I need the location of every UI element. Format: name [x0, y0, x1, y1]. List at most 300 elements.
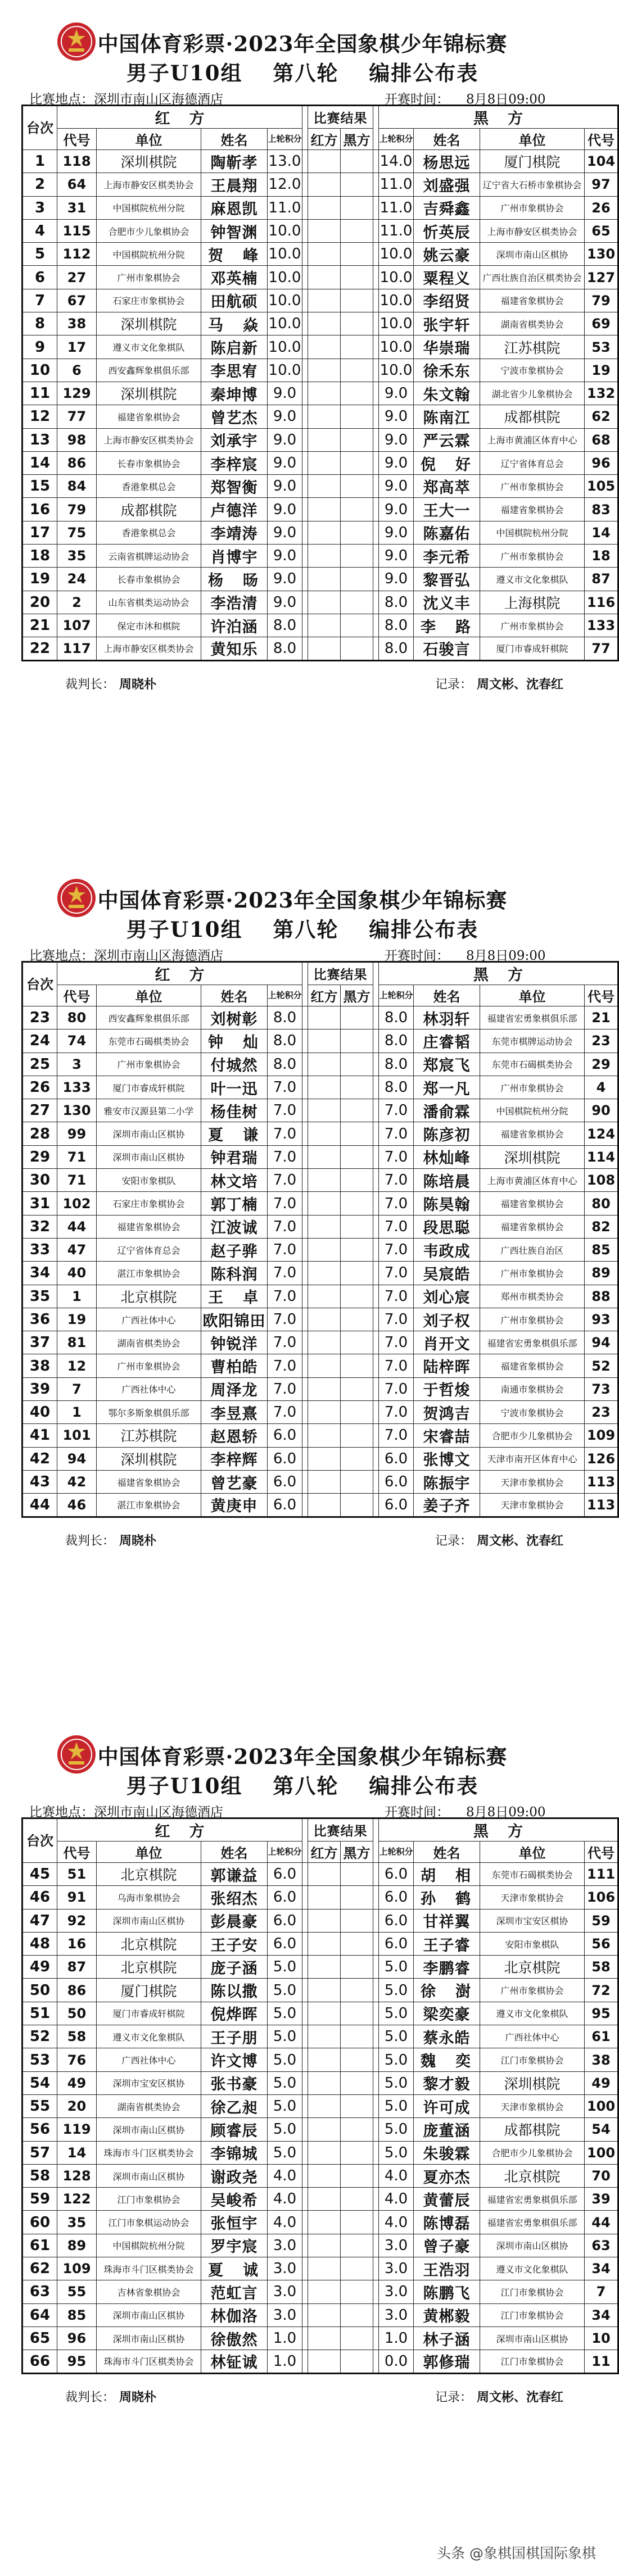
round-subtitle: 男子U10组 第八轮 编排公布表 [126, 61, 479, 85]
red-unit: 江门市象棋运动协会 [97, 2211, 201, 2234]
column-divider [302, 962, 308, 1006]
black-unit: 天津市象棋协会 [480, 2094, 585, 2117]
black-code: 83 [585, 498, 618, 521]
black-prev-points: 7.0 [379, 1169, 414, 1192]
column-divider [373, 1215, 379, 1238]
black-result [341, 2188, 373, 2211]
red-prev-points: 6.0 [268, 1886, 302, 1909]
round-number: 4 [22, 219, 57, 242]
black-code: 127 [585, 266, 618, 289]
meta-row [21, 89, 584, 105]
column-divider [302, 2071, 308, 2094]
red-code: 14 [57, 2141, 97, 2164]
red-prev-points: 5.0 [268, 2094, 302, 2117]
round-number: 21 [22, 614, 57, 637]
table-row [22, 545, 618, 568]
table-row [22, 1932, 618, 1955]
col-black-result: 黑方 [341, 1842, 373, 1863]
red-unit: 保定市沐和棋院 [97, 614, 201, 637]
red-code: 101 [57, 1424, 97, 1447]
black-unit: 福建省象棋协会 [480, 498, 585, 521]
round-number: 34 [22, 1262, 57, 1285]
black-code: 21 [585, 1006, 618, 1030]
black-player-name: 华崇瑞 [414, 335, 480, 359]
red-code: 94 [57, 1447, 97, 1470]
black-result [341, 219, 373, 242]
black-prev-points: 8.0 [379, 614, 414, 637]
black-result [341, 1030, 373, 1053]
column-divider [302, 1122, 308, 1145]
black-prev-points: 8.0 [379, 1053, 414, 1076]
black-unit: 福建省象棋协会 [480, 289, 585, 312]
column-divider [302, 1932, 308, 1955]
round-number: 9 [22, 335, 57, 359]
red-player-name: 郭谦益 [201, 1863, 268, 1886]
black-code: 130 [585, 243, 618, 266]
red-prev-points: 11.0 [268, 196, 302, 219]
red-player-name: 陈以撒 [201, 1979, 268, 2002]
red-unit: 湛江市象棋协会 [97, 1262, 201, 1285]
red-player-name: 张绍杰 [201, 1886, 268, 1909]
red-result [308, 1447, 341, 1470]
black-result [341, 475, 373, 498]
black-prev-points: 9.0 [379, 498, 414, 521]
red-unit: 香港象棋总会 [97, 521, 201, 544]
black-unit: 广州市象棋协会 [480, 614, 585, 637]
black-prev-points: 14.0 [379, 150, 414, 173]
red-player-name: 江波诚 [201, 1215, 268, 1238]
red-result [308, 2303, 341, 2326]
red-player-name: 赵子骅 [201, 1238, 268, 1261]
red-prev-points: 3.0 [268, 2234, 302, 2257]
red-unit: 北京棋院 [97, 1956, 201, 1979]
round-number: 31 [22, 1192, 57, 1215]
column-divider [373, 1053, 379, 1076]
black-player-name: 陈昊翰 [414, 1192, 480, 1215]
round-number: 32 [22, 1215, 57, 1238]
red-player-name: 欧阳锦田 [201, 1308, 268, 1331]
red-unit: 长春市象棋协会 [97, 451, 201, 474]
black-result [341, 2164, 373, 2187]
pairing-table [21, 1817, 619, 2374]
column-divider [302, 150, 308, 173]
pairing-sheet-3 [21, 1713, 616, 2417]
black-unit: 湖北省少儿象棋协会 [480, 382, 585, 405]
red-result [308, 243, 341, 266]
red-player-name: 王子安 [201, 1932, 268, 1955]
black-prev-points: 7.0 [379, 1308, 414, 1331]
table-row [22, 428, 618, 451]
black-unit: 东莞市石碣棋类协会 [480, 1053, 585, 1076]
black-code: 49 [585, 2071, 618, 2094]
black-unit: 北京棋院 [480, 2164, 585, 2187]
table-row [22, 591, 618, 614]
red-code: 47 [57, 1238, 97, 1261]
column-divider [373, 1886, 379, 1909]
black-unit: 广州市象棋协会 [480, 196, 585, 219]
black-player-name: 孙 鹤 [414, 1886, 480, 1909]
table-row [22, 335, 618, 359]
black-result [341, 498, 373, 521]
red-unit: 深圳市南山区棋协 [97, 1909, 201, 1932]
black-code: 95 [585, 2002, 618, 2025]
column-divider [373, 1192, 379, 1215]
black-result [341, 1424, 373, 1447]
red-player-name: 肖博宇 [201, 545, 268, 568]
red-player-name: 王晨翔 [201, 173, 268, 196]
table-row [22, 2118, 618, 2141]
black-unit: 成都棋院 [480, 2118, 585, 2141]
red-player-name: 杨佳树 [201, 1099, 268, 1122]
round-number: 40 [22, 1401, 57, 1424]
black-code: 104 [585, 150, 618, 173]
black-code: 82 [585, 1215, 618, 1238]
black-prev-points: 4.0 [379, 2188, 414, 2211]
red-result [308, 359, 341, 382]
column-divider [302, 2188, 308, 2211]
black-unit: 深圳市南山区棋协 [480, 2326, 585, 2350]
round-number: 42 [22, 1447, 57, 1470]
black-player-name: 忻英辰 [414, 219, 480, 242]
table-row [22, 1956, 618, 1979]
red-prev-points: 7.0 [268, 1192, 302, 1215]
black-code: 93 [585, 1308, 618, 1331]
col-red-prev-points: 上轮积分 [268, 985, 302, 1006]
table-row [22, 1030, 618, 1053]
red-prev-points: 4.0 [268, 2211, 302, 2234]
round-number: 11 [22, 382, 57, 405]
table-row [22, 2234, 618, 2257]
red-prev-points: 8.0 [268, 1053, 302, 1076]
red-unit: 中国棋院杭州分院 [97, 2234, 201, 2257]
black-code: 88 [585, 1285, 618, 1308]
black-prev-points: 7.0 [379, 1354, 414, 1377]
round-number: 10 [22, 359, 57, 382]
red-code: 115 [57, 219, 97, 242]
col-black-code: 代号 [585, 985, 618, 1006]
red-unit: 江苏棋院 [97, 1424, 201, 1447]
red-player-name: 钟君瑞 [201, 1145, 268, 1168]
black-prev-points: 7.0 [379, 1262, 414, 1285]
black-result [341, 428, 373, 451]
col-black-prev-points: 上轮积分 [379, 985, 414, 1006]
table-row [22, 2025, 618, 2048]
table-row [22, 1215, 618, 1238]
black-unit: 上海市黄浦区体育中心 [480, 1169, 585, 1192]
red-code: 58 [57, 2025, 97, 2048]
red-code: 133 [57, 1076, 97, 1099]
column-divider [373, 521, 379, 544]
pairing-rows [22, 1006, 618, 1517]
red-player-name: 彭晨豪 [201, 1909, 268, 1932]
red-unit: 上海市静安区棋类协会 [97, 637, 201, 660]
red-unit: 遵义市文化象棋队 [97, 335, 201, 359]
table-row [22, 2280, 618, 2303]
table-row [22, 1053, 618, 1076]
black-unit: 天津市南开区体育中心 [480, 1447, 585, 1470]
recorder: 记录： 周文彬、沈春红 [435, 1533, 563, 1548]
table-row [22, 2071, 618, 2094]
round-number: 39 [22, 1377, 57, 1400]
red-prev-points: 9.0 [268, 405, 302, 428]
black-code: 68 [585, 428, 618, 451]
red-prev-points: 5.0 [268, 1956, 302, 1979]
black-player-name: 段思聪 [414, 1215, 480, 1238]
col-round: 台次 [22, 1818, 57, 1863]
round-number: 29 [22, 1145, 57, 1168]
black-player-name: 夏亦杰 [414, 2164, 480, 2187]
red-code: 89 [57, 2234, 97, 2257]
table-row [22, 1470, 618, 1493]
column-divider [302, 1030, 308, 1053]
black-result [341, 1494, 373, 1517]
red-code: 117 [57, 637, 97, 660]
red-unit: 深圳市南山区棋协 [97, 1145, 201, 1168]
red-result [308, 1006, 341, 1030]
column-divider [373, 568, 379, 591]
red-result [308, 2071, 341, 2094]
column-divider [373, 312, 379, 335]
start-time-value: 8月8日09:00 [466, 92, 546, 107]
red-player-name: 钟 灿 [201, 1030, 268, 1053]
red-code: 118 [57, 150, 97, 173]
red-result [308, 1886, 341, 1909]
red-code: 75 [57, 521, 97, 544]
table-row [22, 2326, 618, 2350]
red-unit: 湖南省棋类协会 [97, 2094, 201, 2117]
column-divider [302, 1886, 308, 1909]
red-code: 71 [57, 1169, 97, 1192]
red-unit: 鄂尔多斯象棋俱乐部 [97, 1401, 201, 1424]
black-player-name: 陈培晨 [414, 1169, 480, 1192]
round-subtitle: 男子U10组 第八轮 编排公布表 [126, 917, 479, 942]
column-divider [302, 335, 308, 359]
red-unit: 云南省棋牌运动协会 [97, 545, 201, 568]
black-code: 44 [585, 2211, 618, 2234]
red-result [308, 1377, 341, 1400]
column-divider [302, 568, 308, 591]
red-result [308, 1401, 341, 1424]
black-unit: 安阳市象棋队 [480, 1932, 585, 1955]
col-red-prev-points: 上轮积分 [268, 1842, 302, 1863]
tournament-title: 中国体育彩票·2023年全国象棋少年锦标赛 [97, 31, 508, 56]
black-unit: 福建省象棋协会 [480, 1192, 585, 1215]
table-row [22, 1238, 618, 1261]
black-result [341, 150, 373, 173]
tournament-title: 中国体育彩票·2023年全国象棋少年锦标赛 [97, 1744, 508, 1769]
black-prev-points: 4.0 [379, 2164, 414, 2187]
black-result [341, 568, 373, 591]
black-code: 23 [585, 1401, 618, 1424]
column-divider [302, 289, 308, 312]
red-result [308, 1122, 341, 1145]
black-code: 133 [585, 614, 618, 637]
round-number: 50 [22, 1979, 57, 2002]
black-code: 14 [585, 521, 618, 544]
red-prev-points: 7.0 [268, 1377, 302, 1400]
black-code: 132 [585, 382, 618, 405]
black-result [341, 1238, 373, 1261]
column-divider [373, 2118, 379, 2141]
black-result [341, 2141, 373, 2164]
black-result [341, 1354, 373, 1377]
red-result [308, 568, 341, 591]
round-number: 45 [22, 1863, 57, 1886]
table-row [22, 150, 618, 173]
table-row [22, 1979, 618, 2002]
round-number: 18 [22, 545, 57, 568]
red-unit: 江门市象棋协会 [97, 2188, 201, 2211]
red-code: 27 [57, 266, 97, 289]
col-red-side: 红方 [57, 1818, 302, 1842]
red-player-name: 黄知乐 [201, 637, 268, 660]
black-unit: 宁波市象棋协会 [480, 359, 585, 382]
start-time-label: 开赛时间： [385, 949, 449, 963]
column-divider [373, 962, 379, 1006]
round-number: 30 [22, 1169, 57, 1192]
col-result: 比赛结果 [308, 1818, 373, 1842]
black-player-name: 肖开文 [414, 1331, 480, 1354]
column-divider [373, 1262, 379, 1285]
table-row [22, 498, 618, 521]
black-player-name: 黄蕾辰 [414, 2188, 480, 2211]
black-player-name: 黎晋弘 [414, 568, 480, 591]
red-player-name: 倪烨晖 [201, 2002, 268, 2025]
red-prev-points: 10.0 [268, 219, 302, 242]
black-prev-points: 9.0 [379, 405, 414, 428]
black-code: 61 [585, 2025, 618, 2048]
black-player-name: 刘子权 [414, 1308, 480, 1331]
col-red-name: 姓名 [201, 129, 268, 150]
black-code: 96 [585, 451, 618, 474]
table-row [22, 2257, 618, 2280]
column-divider [302, 1192, 308, 1215]
table-row [22, 2303, 618, 2326]
column-divider [302, 405, 308, 428]
column-divider [373, 1956, 379, 1979]
red-code: 85 [57, 2303, 97, 2326]
red-prev-points: 7.0 [268, 1169, 302, 1192]
black-prev-points: 7.0 [379, 1377, 414, 1400]
column-divider [302, 2257, 308, 2280]
black-result [341, 1956, 373, 1979]
black-code: 94 [585, 1331, 618, 1354]
column-divider [302, 1354, 308, 1377]
venue-label: 比赛地点：深圳市南山区海德酒店 [29, 92, 223, 107]
red-player-name: 钟智渊 [201, 219, 268, 242]
black-code: 65 [585, 219, 618, 242]
red-player-name: 秦坤博 [201, 382, 268, 405]
red-unit: 深圳棋院 [97, 150, 201, 173]
red-player-name: 李梓辉 [201, 1447, 268, 1470]
black-player-name: 王浩羽 [414, 2257, 480, 2280]
black-result [341, 1192, 373, 1215]
black-result [341, 1122, 373, 1145]
col-red-unit: 单位 [97, 985, 201, 1006]
col-red-name: 姓名 [201, 1842, 268, 1863]
round-number: 60 [22, 2211, 57, 2234]
black-result [341, 1006, 373, 1030]
column-divider [302, 1979, 308, 2002]
black-prev-points: 1.0 [379, 2326, 414, 2350]
venue-label: 比赛地点：深圳市南山区海德酒店 [29, 949, 223, 963]
table-row [22, 1262, 618, 1285]
table-row [22, 196, 618, 219]
black-player-name: 刘心宸 [414, 1285, 480, 1308]
red-player-name: 林钲诚 [201, 2350, 268, 2373]
red-result [308, 2211, 341, 2234]
table-row [22, 2164, 618, 2187]
red-player-name: 叶一迅 [201, 1076, 268, 1099]
red-unit: 成都棋院 [97, 498, 201, 521]
black-prev-points: 9.0 [379, 428, 414, 451]
black-unit: 广州市象棋协会 [480, 1979, 585, 2002]
column-divider [302, 382, 308, 405]
black-code: 80 [585, 1192, 618, 1215]
black-player-name: 姜子齐 [414, 1494, 480, 1517]
round-number: 36 [22, 1308, 57, 1331]
pairing-rows [22, 150, 618, 661]
black-code: 116 [585, 591, 618, 614]
red-unit: 北京棋院 [97, 1863, 201, 1886]
red-unit: 西安鑫辉象棋俱乐部 [97, 359, 201, 382]
round-number: 44 [22, 1494, 57, 1517]
table-row [22, 1401, 618, 1424]
red-code: 67 [57, 289, 97, 312]
red-unit: 深圳市南山区棋协 [97, 2303, 201, 2326]
start-time [385, 945, 546, 964]
column-divider [302, 2002, 308, 2025]
column-divider [373, 2048, 379, 2071]
red-result [308, 1354, 341, 1377]
black-prev-points: 7.0 [379, 1192, 414, 1215]
round-number: 62 [22, 2257, 57, 2280]
black-prev-points: 3.0 [379, 2234, 414, 2257]
column-divider [302, 428, 308, 451]
black-unit: 合肥市少儿象棋协会 [480, 1424, 585, 1447]
table-row [22, 2350, 618, 2373]
column-divider [302, 1863, 308, 1886]
black-player-name: 李元希 [414, 545, 480, 568]
red-result [308, 428, 341, 451]
black-prev-points: 11.0 [379, 219, 414, 242]
black-prev-points: 6.0 [379, 1470, 414, 1493]
red-code: 84 [57, 475, 97, 498]
red-result [308, 475, 341, 498]
column-divider [302, 591, 308, 614]
black-unit: 江苏棋院 [480, 335, 585, 359]
black-prev-points: 10.0 [379, 243, 414, 266]
black-prev-points: 3.0 [379, 2303, 414, 2326]
col-black-prev-points: 上轮积分 [379, 129, 414, 150]
black-player-name: 宋睿喆 [414, 1424, 480, 1447]
table-row [22, 1331, 618, 1354]
black-code: 52 [585, 1354, 618, 1377]
start-time-value: 8月8日09:00 [466, 949, 546, 963]
black-unit: 深圳市南山区棋协 [480, 243, 585, 266]
black-result [341, 243, 373, 266]
column-divider [373, 1238, 379, 1261]
red-player-name: 吴峻希 [201, 2188, 268, 2211]
red-player-name: 麻恩凯 [201, 196, 268, 219]
black-unit: 广西社体中心 [480, 2025, 585, 2048]
table-row [22, 1006, 618, 1030]
meta-row [21, 1802, 584, 1820]
table-row [22, 359, 618, 382]
sheet-footer [21, 1518, 584, 1561]
black-unit: 深圳棋院 [480, 1145, 585, 1168]
column-divider [302, 1006, 308, 1030]
